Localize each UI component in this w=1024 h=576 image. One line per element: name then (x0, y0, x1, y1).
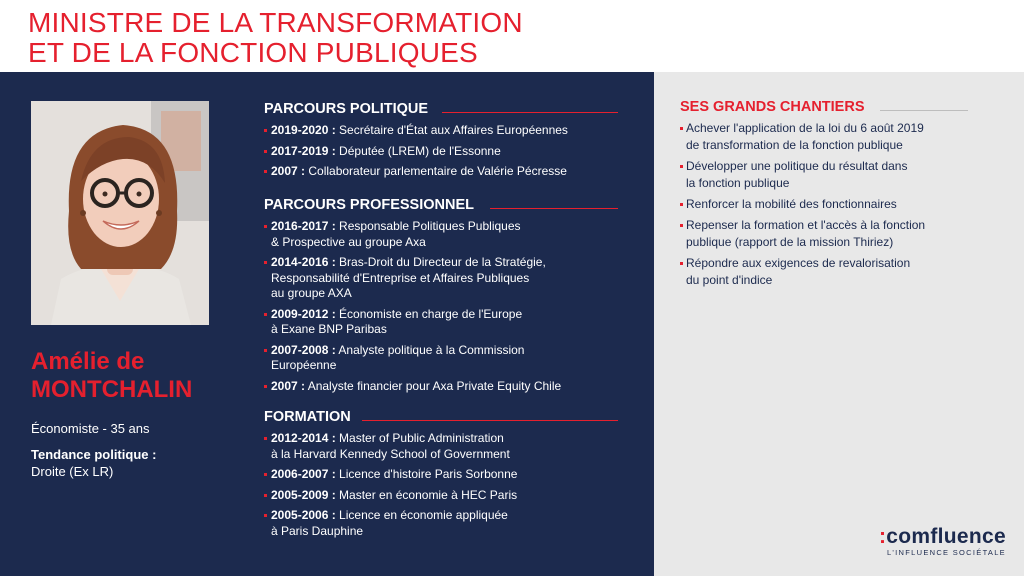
list-item: 2009-2012 : Économiste en charge de l'Europe à Exane BNP Paribas (264, 307, 624, 338)
heading-rule (490, 208, 618, 209)
list-item: 2005-2006 : Licence en économie appliquée à Paris Dauphine (264, 508, 624, 539)
list-item: Renforcer la mobilité des fonctionnaires (680, 196, 990, 213)
title-line-1: MINISTRE DE LA TRANSFORMATION (28, 7, 523, 38)
list-item: 2007 : Analyste financier pour Axa Private Equity Chile (264, 379, 624, 395)
tendance-value: Droite (Ex LR) (31, 464, 114, 479)
section-heading: FORMATION (264, 408, 624, 426)
heading-rule (442, 112, 618, 113)
logo-tagline: L'INFLUENCE SOCIÉTALE (886, 548, 1006, 557)
section-heading: PARCOURS PROFESSIONNEL (264, 196, 624, 214)
list-item: 2012-2014 : Master of Public Administration à la Harvard Kennedy School of Government (264, 431, 624, 462)
section-formation (264, 408, 624, 539)
person-last-name: MONTCHALIN (31, 376, 193, 403)
list-item: 2006-2007 : Licence d'histoire Paris Sorbonne (264, 467, 624, 483)
section-parcours-professionnel (264, 196, 624, 394)
title-line-2: ET DE LA FONCTION PUBLIQUES (28, 37, 478, 68)
portrait-photo (31, 101, 209, 325)
list-item: 2019-2020 : Secrétaire d'État aux Affaires Européennes (264, 123, 624, 139)
tendance-label: Tendance politique : (31, 447, 157, 462)
person-profession: Économiste - 35 ans (31, 421, 150, 436)
list-item: 2017-2019 : Députée (LREM) de l'Essonne (264, 144, 624, 160)
person-name (31, 348, 192, 404)
list-item: Achever l'application de la loi du 6 août 2019 de transformation de la fonction publique (680, 120, 990, 154)
page-title (28, 8, 523, 68)
person-tendance (31, 446, 156, 480)
list-item: Répondre aux exigences de revalorisation du point d'indice (680, 255, 990, 289)
list-item: 2014-2016 : Bras-Droit du Directeur de la Stratégie, Responsabilité d'Entreprise et Affaires Publiques au groupe AXA (264, 255, 624, 302)
list-item: 2007 : Collaborateur parlementaire de Valérie Pécresse (264, 164, 624, 180)
chantiers-heading: SES GRANDS CHANTIERS (680, 98, 990, 116)
logo-wordmark: :comfluence (879, 525, 1006, 548)
person-first-name: Amélie de (31, 348, 145, 375)
list-item: Développer une politique du résultat dans la fonction publique (680, 158, 990, 192)
list-item: Repenser la formation et l'accès à la fonction publique (rapport de la mission Thiriez) (680, 217, 990, 251)
brand-logo (864, 526, 1006, 558)
list-item: 2005-2009 : Master en économie à HEC Paris (264, 488, 624, 504)
heading-rule (362, 420, 618, 421)
section-heading: PARCOURS POLITIQUE (264, 100, 624, 118)
list-item: 2016-2017 : Responsable Politiques Publiques & Prospective au groupe Axa (264, 219, 624, 250)
section-parcours-politique (264, 100, 624, 180)
heading-rule (880, 110, 968, 111)
list-item: 2007-2008 : Analyste politique à la Commission Européenne (264, 343, 624, 374)
section-chantiers (680, 98, 990, 289)
